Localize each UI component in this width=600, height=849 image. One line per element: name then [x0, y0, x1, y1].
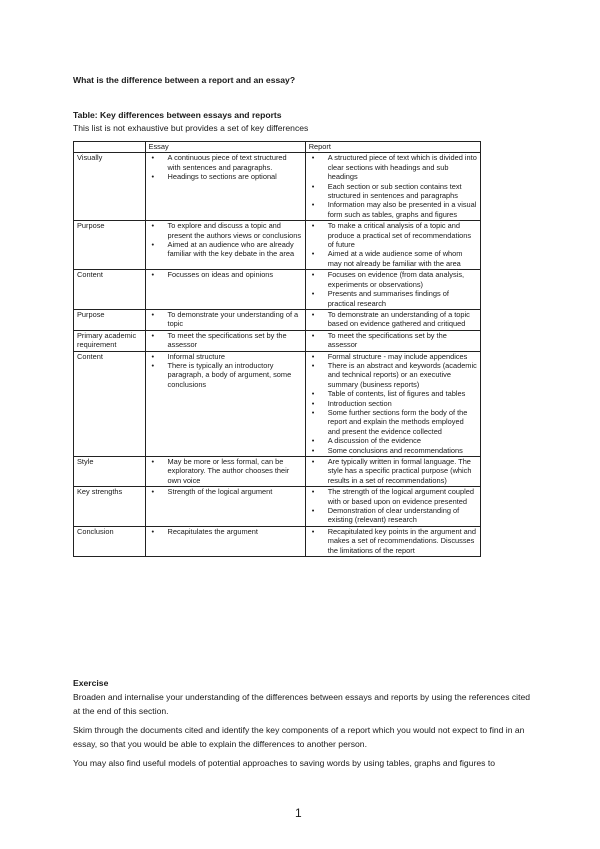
essay-bullet-list [149, 487, 302, 496]
exercise-paragraph: Skim through the documents cited and identify the key components of a report which you would not expect to find in an essay, so that you would be able to explain the differences to another person. [73, 725, 525, 749]
bullet-item: • To demonstrate an understanding of a topic based on evidence gathered and critiqued [309, 310, 477, 329]
row-label-cell: Conclusion [74, 526, 146, 556]
table-header-row [74, 142, 481, 153]
report-cell [305, 351, 480, 456]
report-bullet-list [309, 352, 477, 455]
essay-bullet-list [149, 527, 302, 536]
bullet-item: • Aimed at an audience who are already familiar with the key debate in the area [149, 240, 302, 259]
header-cell-report: Report [305, 142, 480, 153]
essay-cell [145, 221, 305, 270]
page-number: 1 [295, 806, 302, 820]
exercise-paragraph: You may also find useful models of potential approaches to saving words by using tables, graphs and figures to [73, 758, 495, 768]
essay-bullet-list [149, 457, 302, 485]
essay-bullet-list [149, 270, 302, 279]
row-label-cell: Key strengths [74, 487, 146, 527]
page-heading: What is the difference between a report and an essay? [73, 75, 296, 85]
table-row [74, 526, 481, 556]
bullet-item: • To demonstrate your understanding of a topic [149, 310, 302, 329]
bullet-item: • The strength of the logical argument coupled with or based upon on evidence presented [309, 487, 477, 506]
bullet-item: • Information may also be presented in a visual form such as tables, graphs and figures [309, 200, 477, 219]
table-row [74, 330, 481, 351]
bullet-item: • Informal structure [149, 352, 302, 361]
row-label-cell: Purpose [74, 221, 146, 270]
report-cell [305, 330, 480, 351]
table-row [74, 153, 481, 221]
table-row [74, 221, 481, 270]
bullet-item: • Presents and summarises findings of practical research [309, 289, 477, 308]
bullet-item: • Table of contents, list of figures and tables [309, 389, 477, 398]
bullet-item: • To meet the specifications set by the assessor [309, 331, 477, 350]
row-label-cell: Primary academic requirement [74, 330, 146, 351]
bullet-item: • Recapitulated key points in the argument and makes a set of recommendations. Discusses the limitations of the report [309, 527, 477, 555]
bullet-item: • Aimed at a wide audience some of whom may not already be familiar with the area [309, 249, 477, 268]
header-cell-essay: Essay [145, 142, 305, 153]
exercise-title: Exercise [73, 678, 109, 688]
exercise-paragraph: Broaden and internalise your understanding of the differences between essays and reports by using the references cited at the end of this section. [73, 692, 531, 716]
essay-cell [145, 526, 305, 556]
essay-cell [145, 330, 305, 351]
bullet-item: • To meet the specifications set by the assessor [149, 331, 302, 350]
bullet-item: • Headings to sections are optional [149, 172, 302, 181]
table-row [74, 487, 481, 527]
report-cell [305, 153, 480, 221]
bullet-item: • A structured piece of text which is divided into clear sections with headings and sub headings [309, 153, 477, 181]
report-bullet-list [309, 487, 477, 525]
report-bullet-list [309, 527, 477, 555]
row-label-cell: Visually [74, 153, 146, 221]
report-cell [305, 309, 480, 330]
essay-bullet-list [149, 310, 302, 329]
bullet-item: • Introduction section [309, 399, 477, 408]
header-cell-blank [74, 142, 146, 153]
bullet-item: • A discussion of the evidence [309, 436, 477, 445]
table-row [74, 309, 481, 330]
bullet-item: • To make a critical analysis of a topic and produce a practical set of recommendations of future [309, 221, 477, 249]
bullet-item: • Strength of the logical argument [149, 487, 302, 496]
report-bullet-list [309, 270, 477, 308]
essay-cell [145, 270, 305, 310]
essay-bullet-list [149, 352, 302, 390]
bullet-item: • Focuses on evidence (from data analysis, experiments or observations) [309, 270, 477, 289]
essay-bullet-list [149, 153, 302, 181]
row-label-cell: Purpose [74, 309, 146, 330]
bullet-item: • Formal structure - may include appendices [309, 352, 477, 361]
bullet-item: • Some conclusions and recommendations [309, 446, 477, 455]
report-bullet-list [309, 331, 477, 350]
bullet-item: • Some further sections form the body of the report and explain the methods employed and present the evidence collected [309, 408, 477, 436]
row-label-cell: Content [74, 351, 146, 456]
table-subtitle: This list is not exhaustive but provides a set of key differences [73, 123, 309, 133]
report-bullet-list [309, 153, 477, 219]
table-row [74, 457, 481, 487]
report-cell [305, 457, 480, 487]
bullet-item: • There is an abstract and keywords (academic and technical reports) or an executive summary (business reports) [309, 361, 477, 389]
bullet-item: • May be more or less formal, can be exploratory. The author chooses their own voice [149, 457, 302, 485]
essay-cell [145, 351, 305, 456]
essay-cell [145, 487, 305, 527]
bullet-item: • Each section or sub section contains text structured in sentences and paragraphs [309, 182, 477, 201]
table-title: Table: Key differences between essays and reports [73, 110, 282, 120]
essay-bullet-list [149, 331, 302, 350]
table-row [74, 351, 481, 456]
bullet-item: • Demonstration of clear understanding of existing (relevant) research [309, 506, 477, 525]
essay-cell [145, 153, 305, 221]
essay-bullet-list [149, 221, 302, 259]
bullet-item: • A continuous piece of text structured with sentences and paragraphs. [149, 153, 302, 172]
row-label-cell: Content [74, 270, 146, 310]
report-bullet-list [309, 457, 477, 485]
bullet-item: • Recapitulates the argument [149, 527, 302, 536]
report-bullet-list [309, 310, 477, 329]
row-label-cell: Style [74, 457, 146, 487]
essay-cell [145, 309, 305, 330]
key-differences-table [73, 141, 481, 557]
bullet-item: • Are typically written in formal language. The style has a specific practical purpose (which results in a set of recommendations) [309, 457, 477, 485]
essay-cell [145, 457, 305, 487]
bullet-item: • There is typically an introductory paragraph, a body of argument, some conclusions [149, 361, 302, 389]
report-bullet-list [309, 221, 477, 268]
bullet-item: • To explore and discuss a topic and present the authors views or conclusions [149, 221, 302, 240]
report-cell [305, 526, 480, 556]
report-cell [305, 221, 480, 270]
report-cell [305, 270, 480, 310]
table-row [74, 270, 481, 310]
report-cell [305, 487, 480, 527]
bullet-item: • Focusses on ideas and opinions [149, 270, 302, 279]
